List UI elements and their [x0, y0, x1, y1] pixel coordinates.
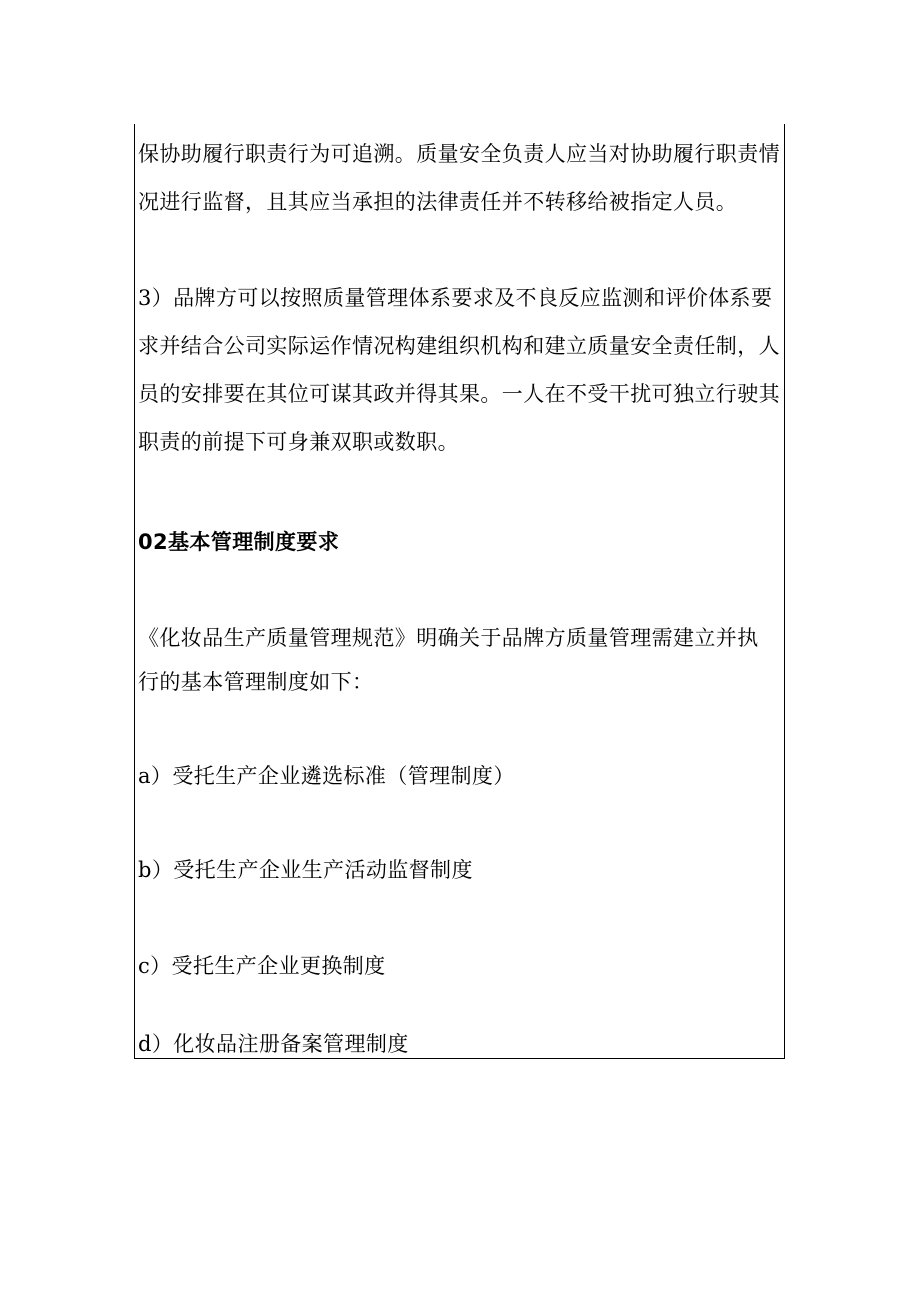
paragraph-line: 员的安排要在其位可谋其政并得其果。一人在不受干扰可独立行驶其: [138, 382, 780, 406]
document-frame: [134, 124, 785, 1059]
paragraph-line: 求并结合公司实际运作情况构建组织机构和建立质量安全责任制，人: [138, 334, 780, 358]
section-heading: 02基本管理制度要求: [138, 530, 340, 554]
list-item: c）受托生产企业更换制度: [138, 954, 386, 978]
list-item: b）受托生产企业生产活动监督制度: [138, 858, 473, 882]
paragraph-line: 职责的前提下可身兼双职或数职。: [138, 430, 459, 454]
list-item: a）受托生产企业遴选标准（管理制度）: [138, 764, 515, 788]
paragraph-line: 保协助履行职责行为可追溯。质量安全负责人应当对协助履行职责情: [138, 142, 780, 166]
list-item: d）化妆品注册备案管理制度: [138, 1032, 409, 1056]
paragraph-line: 3）品牌方可以按照质量管理体系要求及不良反应监测和评价体系要: [138, 286, 773, 310]
paragraph-line: 况进行监督，且其应当承担的法律责任并不转移给被指定人员。: [138, 190, 738, 214]
paragraph-line: 《化妆品生产质量管理规范》明确关于品牌方质量管理需建立并执: [138, 626, 759, 650]
paragraph-line: 行的基本管理制度如下：: [138, 670, 374, 694]
